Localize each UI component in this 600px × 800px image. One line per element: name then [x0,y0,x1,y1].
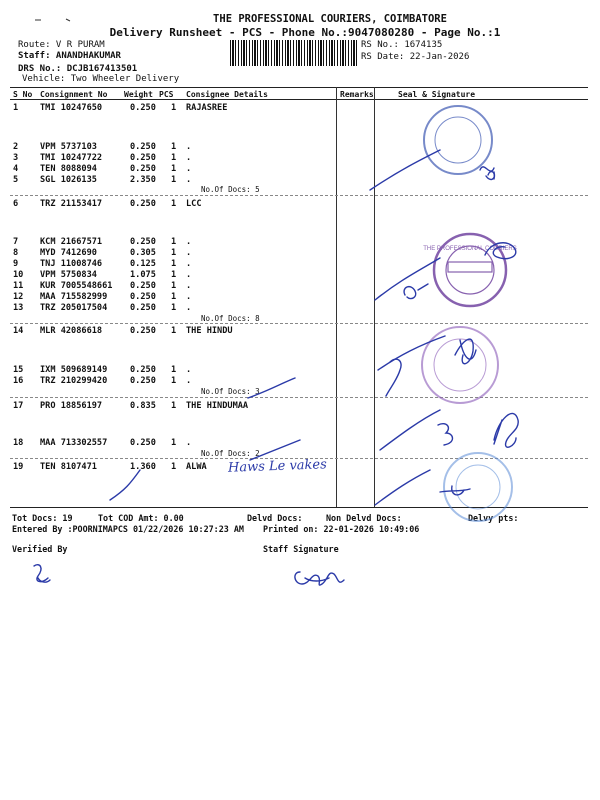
col-details: Consignee Details [186,90,268,99]
row-sno: 11 [13,281,24,291]
stamp-caption: THE PROFESSIONAL COURIERS [423,246,517,252]
row-weight: 0.250 [130,142,156,152]
row-sno: 9 [13,259,19,269]
row-sno: 10 [13,270,24,280]
row-weight: 0.250 [130,365,156,375]
row-weight: 2.350 [130,175,156,185]
row-weight: 0.250 [130,438,156,448]
route-label: Route: V R PURAM [18,40,105,50]
col-consignment: Consignment No [40,90,108,99]
entered-by: Entered By :POORNIMAPCS 01/22/2026 10:27:23 AM [12,524,244,534]
group-doc-count: No.Of Docs: 3 [201,387,260,396]
row-consignment: TRZ 21153417 [40,199,103,209]
row-consignment: KCM 21667571 [40,237,103,247]
row-sno: 6 [13,199,19,209]
row-sno: 12 [13,292,24,302]
row-pcs: 1 [171,248,177,258]
row-details: LCC [186,199,202,209]
rs-number: RS No.: 1674135 [361,40,443,50]
vehicle-label: Vehicle: Two Wheeler Delivery [22,74,180,84]
row-pcs: 1 [171,326,177,336]
row-sno: 18 [13,438,24,448]
row-pcs: 1 [171,401,177,411]
row-pcs: 1 [171,376,177,386]
row-details: THE HINDUMAA [186,401,249,411]
total-cod-amount: Tot COD Amt: 0.00 [98,513,184,523]
row-sno: 7 [13,237,19,247]
row-details: . [186,438,192,448]
rs-date: RS Date: 22-Jan-2026 [361,52,470,62]
row-sno: 3 [13,153,19,163]
col-weight: Weight [124,90,153,99]
group-doc-count: No.Of Docs: 2 [201,449,260,458]
row-sno: 4 [13,164,19,174]
row-sno: 1 [13,103,19,113]
row-weight: 0.250 [130,103,156,113]
stamp-seal-4 [444,453,512,521]
row-pcs: 1 [171,303,177,313]
row-details: . [186,175,192,185]
row-details: THE HINDU [186,326,233,336]
total-docs: Tot Docs: 19 [12,513,73,523]
row-pcs: 1 [171,175,177,185]
row-sno: 19 [13,462,24,472]
row-pcs: 1 [171,462,177,472]
stamp-seal-2 [423,234,516,306]
row-weight: 1.360 [130,462,156,472]
row-consignment: TEN 8107471 [40,462,97,472]
row-consignment: MAA 713302557 [40,438,108,448]
row-sno: 13 [13,303,24,313]
row-details: . [186,292,192,302]
delivered-docs: Delvd Docs: [247,513,303,523]
row-consignment: MLR 42086618 [40,326,103,336]
col-seal-signature: Seal & Signature [398,90,476,99]
row-weight: 0.250 [130,153,156,163]
row-sno: 14 [13,326,24,336]
row-consignment: TRZ 205017504 [40,303,108,313]
row-details: . [186,248,192,258]
row-weight: 0.835 [130,401,156,411]
row-consignment: IXM 509689149 [40,365,108,375]
row-sno: 8 [13,248,19,258]
company-title: THE PROFESSIONAL COURIERS, COIMBATORE [213,13,447,25]
row-weight: 0.125 [130,259,156,269]
row-pcs: 1 [171,164,177,174]
row-weight: 0.250 [130,237,156,247]
row-details: . [186,270,192,280]
row-details: . [186,164,192,174]
col-remarks: Remarks [340,90,374,99]
drs-number: DRS No.: DCJB167413501 [18,64,138,74]
row-consignment: MAA 715582999 [40,292,108,302]
row-weight: 0.250 [130,281,156,291]
row-pcs: 1 [171,237,177,247]
stamp-seal-1 [424,106,492,174]
col-sno: S No [13,90,33,99]
row-consignment: TMI 10247722 [40,153,103,163]
row-pcs: 1 [171,281,177,291]
row-details: . [186,303,192,313]
row-consignment: VPM 5737103 [40,142,97,152]
row-sno: 5 [13,175,19,185]
header-scribble [35,19,70,21]
row-pcs: 1 [171,142,177,152]
row-sno: 17 [13,401,24,411]
row-consignment: TMI 10247650 [40,103,103,113]
row-consignment: VPM 5750834 [40,270,97,280]
row-details: . [186,142,192,152]
stamp-seal-3 [422,327,498,403]
row-consignment: TRZ 210299420 [40,376,108,386]
row-weight: 0.305 [130,248,156,258]
row-consignment: MYD 7412690 [40,248,97,258]
row-weight: 0.250 [130,376,156,386]
row-consignment: TEN 8088094 [40,164,97,174]
row-weight: 0.250 [130,326,156,336]
staff-signature-label: Staff Signature [263,544,339,554]
verified-by-label: Verified By [12,544,68,554]
group-doc-count: No.Of Docs: 8 [201,314,260,323]
row-sno: 16 [13,376,24,386]
row-pcs: 1 [171,365,177,375]
row-details: . [186,365,192,375]
row-pcs: 1 [171,199,177,209]
row-weight: 1.075 [130,270,156,280]
row-weight: 0.250 [130,303,156,313]
row-weight: 0.250 [130,292,156,302]
row-pcs: 1 [171,153,177,163]
row-pcs: 1 [171,292,177,302]
delivery-points: Delvy pts: [468,513,519,523]
row-pcs: 1 [171,259,177,269]
row-details: . [186,376,192,386]
row-pcs: 1 [171,438,177,448]
row-details: . [186,237,192,247]
row-sno: 2 [13,142,19,152]
printed-on: Printed on: 22-01-2026 10:49:06 [263,524,420,534]
row-consignment: KUR 7005548661 [40,281,113,291]
row-details: ALWA [186,462,207,472]
row-weight: 0.250 [130,164,156,174]
runsheet-subtitle: Delivery Runsheet - PCS - Phone No.:9047080280 - Page No.:1 [109,26,501,39]
row-pcs: 1 [171,270,177,280]
row-weight: 0.250 [130,199,156,209]
non-delivered-docs: Non Delvd Docs: [326,513,402,523]
row-pcs: 1 [171,103,177,113]
row-consignment: SGL 1026135 [40,175,97,185]
col-pcs: PCS [159,90,174,99]
handwritten-remark: Haws Le vakes [227,457,328,476]
row-details: RAJASREE [186,103,228,113]
staff-label: Staff: ANANDHAKUMAR [18,51,121,61]
row-details: . [186,259,192,269]
row-details: . [186,153,192,163]
row-details: . [186,281,192,291]
pen-strokes [34,150,518,585]
row-consignment: PRO 18856197 [40,401,103,411]
row-consignment: TNJ 11008746 [40,259,103,269]
group-doc-count: No.Of Docs: 5 [201,185,260,194]
row-sno: 15 [13,365,24,375]
